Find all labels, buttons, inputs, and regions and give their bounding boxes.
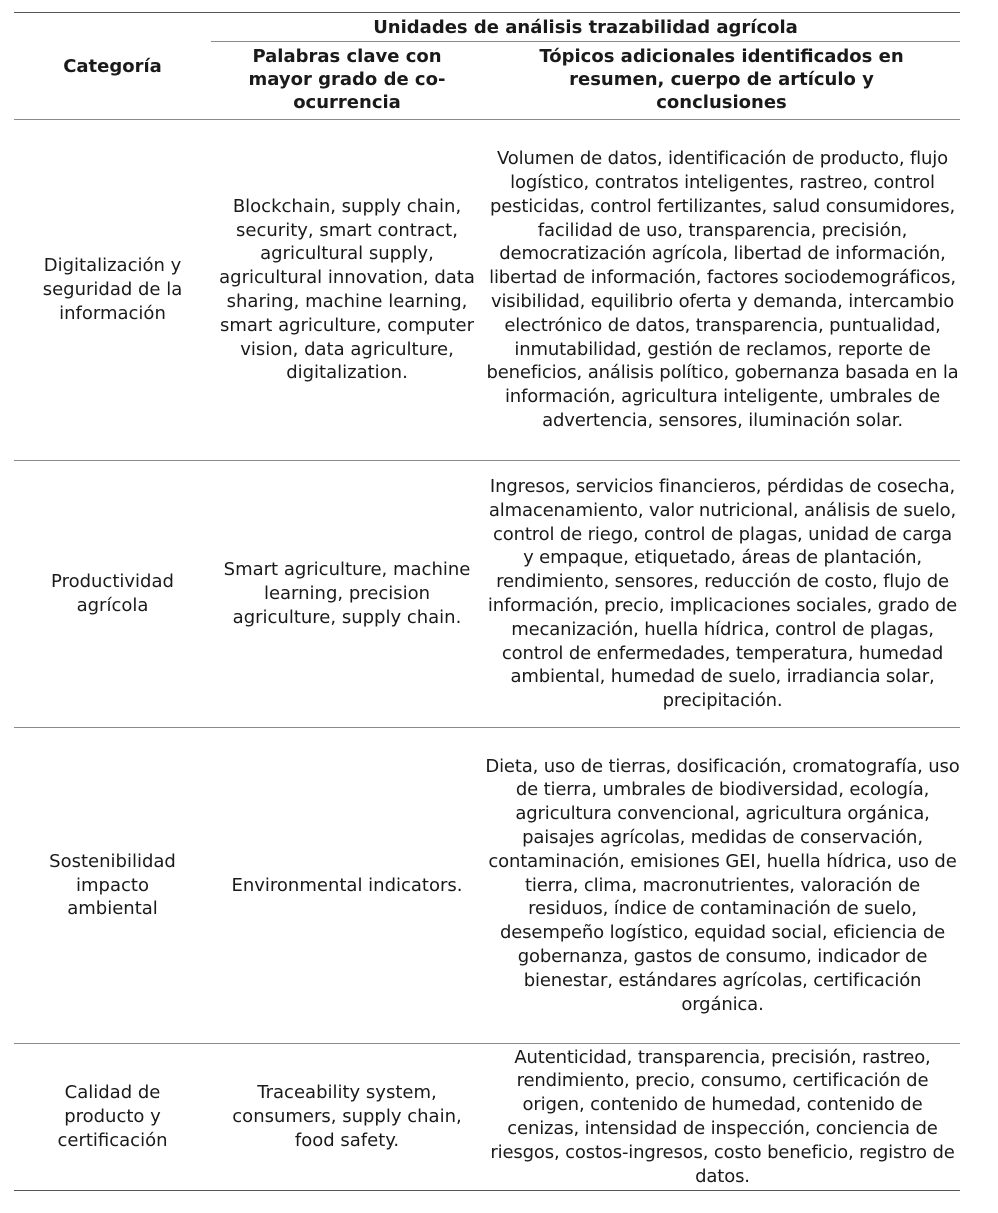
topics-cell: Volumen de datos, identificación de producto, flujo logístico, contratos inteligentes, rastreo, control pesticidas, control fertilizantes, salud consumidores, facilidad de uso, transparencia, precisión, democratización agrícola, libertad de información, libertad de información, factores sociodemográficos, visibilidad, equilibrio oferta y demanda, intercambio electrónico de datos, transparencia, puntualidad, inmutabilidad, gestión de reclamos, reporte de beneficios, análisis político, gobernanza basada en la información, agricultura inteligente, umbrales de advertencia, sensores, iluminación solar. <box>483 120 960 461</box>
keywords-cell: Traceability system, consumers, supply chain, food safety. <box>211 1044 483 1191</box>
topics-cell: Autenticidad, transparencia, precisión, rastreo, rendimiento, precio, consumo, certificación de origen, contenido de humedad, contenido de cenizas, intensidad de inspección, conciencia de riesgos, costos-ingresos, costo beneficio, registro de datos. <box>483 1044 960 1191</box>
keywords-cell: Environmental indicators. <box>211 728 483 1044</box>
header-group-title: Unidades de análisis trazabilidad agrícola <box>211 13 960 42</box>
header-topics: Tópicos adicionales identificados en resumen, cuerpo de artículo y conclusiones <box>539 46 904 113</box>
header-spacer <box>14 13 211 42</box>
header-columns-row <box>14 42 960 120</box>
topics-cell: Ingresos, servicios financieros, pérdidas de cosecha, almacenamiento, valor nutricional, análisis de suelo, control de riego, control de plagas, unidad de carga y empaque, etiquetado, áreas de plantación, rendimiento, sensores, reducción de costo, flujo de información, precio, implicaciones sociales, grado de mecanización, huella hídrica, control de plagas, control de enfermedades, temperatura, humedad ambiental, humedad de suelo, irradiancia solar, precipitación. <box>483 461 960 728</box>
header-keywords: Palabras clave con mayor grado de co-ocurrencia <box>248 46 446 113</box>
category-cell: Calidad de producto y certificación <box>14 1044 211 1191</box>
header-category: Categoría <box>63 55 162 77</box>
table-row <box>14 728 960 1044</box>
header-group-row <box>14 13 960 42</box>
table-row <box>14 120 960 461</box>
traceability-analysis-table <box>14 12 960 1191</box>
category-cell: Digitalización y seguridad de la información <box>14 120 211 461</box>
table-row <box>14 461 960 728</box>
keywords-cell: Blockchain, supply chain, security, smart contract, agricultural supply, agricultural innovation, data sharing, machine learning, smart agriculture, computer vision, data agriculture, digitalization. <box>211 120 483 461</box>
category-cell: Sostenibilidad impacto ambiental <box>14 728 211 1044</box>
keywords-cell: Smart agriculture, machine learning, precision agriculture, supply chain. <box>211 461 483 728</box>
category-cell: Productividad agrícola <box>14 461 211 728</box>
topics-cell: Dieta, uso de tierras, dosificación, cromatografía, uso de tierra, umbrales de biodiversidad, ecología, agricultura convencional, agricultura orgánica, paisajes agrícolas, medidas de conservación, contaminación, emisiones GEI, huella hídrica, uso de tierra, clima, macronutrientes, valoración de residuos, índice de contaminación de suelo, desempeño logístico, equidad social, eficiencia de gobernanza, gastos de consumo, indicador de bienestar, estándares agrícolas, certificación orgánica. <box>483 728 960 1044</box>
table-row <box>14 1044 960 1191</box>
